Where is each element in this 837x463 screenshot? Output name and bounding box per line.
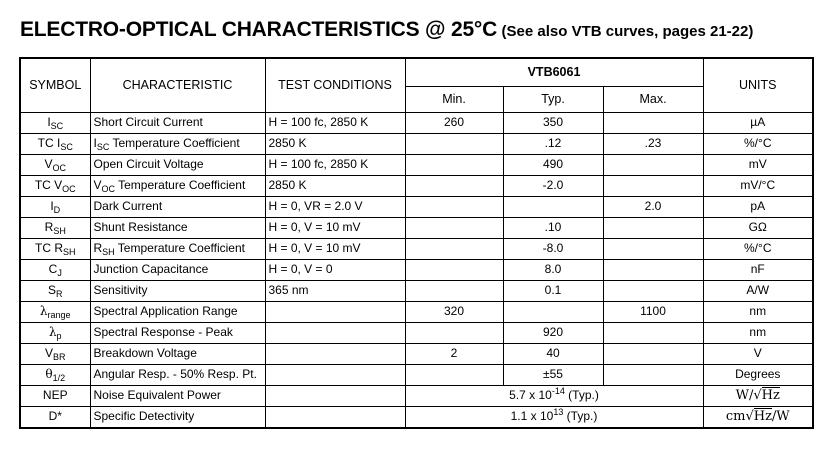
characteristic-cell <box>90 259 265 280</box>
symbol-subscript: SC <box>60 142 73 152</box>
symbol-cell <box>20 322 90 343</box>
max-cell <box>603 364 703 385</box>
max-cell: 1100 <box>603 301 703 322</box>
characteristic-cell <box>90 154 265 175</box>
condition-cell <box>265 364 405 385</box>
spec-table <box>19 57 814 429</box>
min-cell <box>405 217 503 238</box>
symbol-letter: C <box>48 262 58 276</box>
header-symbol: SYMBOL <box>20 58 90 112</box>
characteristic-text: Short Circuit Current <box>93 115 203 129</box>
header-typ: Typ. <box>503 86 603 112</box>
max-cell <box>603 259 703 280</box>
characteristic-cell <box>90 133 265 154</box>
characteristic-cell <box>90 175 265 196</box>
characteristic-cell <box>90 280 265 301</box>
symbol-subscript: OC <box>62 184 76 194</box>
max-cell <box>603 238 703 259</box>
min-cell <box>405 175 503 196</box>
symbol-cell <box>20 301 90 322</box>
unit-cell: Degrees <box>703 364 813 385</box>
symbol-letter: R <box>54 241 63 255</box>
symbol-letter: λ <box>39 304 48 318</box>
header-test-conditions: TEST CONDITIONS <box>265 58 405 112</box>
dstar-note: (Typ.) <box>563 409 598 423</box>
title-sub: (See also VTB curves, pages 21-22) <box>501 23 754 40</box>
characteristic-subscript: SC <box>96 142 110 152</box>
condition-cell <box>265 301 405 322</box>
typ-cell: 490 <box>503 154 603 175</box>
condition-cell: 2850 K <box>265 133 405 154</box>
table-row <box>20 259 813 280</box>
condition-cell <box>265 343 405 364</box>
condition-cell: H = 100 fc, 2850 K <box>265 112 405 133</box>
symbol-letter: S <box>47 283 56 297</box>
characteristic-cell <box>90 343 265 364</box>
characteristic-cell: Noise Equivalent Power <box>90 385 265 406</box>
dstar-exponent: 13 <box>553 407 564 417</box>
header-part: VTB6061 <box>405 58 703 86</box>
table-row <box>20 175 813 196</box>
symbol-letter: V <box>44 346 53 360</box>
symbol-letter: V <box>44 157 53 171</box>
symbol-prefix: TC <box>37 136 57 150</box>
table-row <box>20 112 813 133</box>
typ-cell <box>503 196 603 217</box>
unit-cell: mV <box>703 154 813 175</box>
page-title <box>20 18 753 42</box>
symbol-subscript: SH <box>63 247 76 257</box>
characteristic-text: Open Circuit Voltage <box>93 157 204 171</box>
symbol-cell <box>20 238 90 259</box>
symbol-letter: θ <box>45 367 53 381</box>
typ-cell: 350 <box>503 112 603 133</box>
unit-cell: A/W <box>703 280 813 301</box>
characteristic-text: I <box>93 136 97 150</box>
unit-cell: %/°C <box>703 238 813 259</box>
symbol-letter: λ <box>48 325 57 339</box>
typ-cell: 0.1 <box>503 280 603 301</box>
table-row <box>20 280 813 301</box>
condition-cell: H = 0, VR = 2.0 V <box>265 196 405 217</box>
unit-cell: nm <box>703 301 813 322</box>
dstar-unit-suffix: /W <box>771 409 790 424</box>
header-max: Max. <box>603 86 703 112</box>
sqrt-icon: √ <box>745 409 754 424</box>
symbol-subscript: J <box>57 268 62 278</box>
symbol-cell <box>20 133 90 154</box>
table-row <box>20 196 813 217</box>
symbol-subscript: SH <box>53 226 66 236</box>
typ-cell: -8.0 <box>503 238 603 259</box>
table-row <box>20 238 813 259</box>
max-cell <box>603 154 703 175</box>
min-cell: 260 <box>405 112 503 133</box>
characteristic-text: Angular Resp. - 50% Resp. Pt. <box>93 367 257 381</box>
characteristic-text: Shunt Resistance <box>93 220 188 234</box>
symbol-letter: I <box>50 199 54 213</box>
table-row <box>20 217 813 238</box>
header-min: Min. <box>405 86 503 112</box>
unit-cell: pA <box>703 196 813 217</box>
symbol-letter: I <box>47 115 51 129</box>
unit-cell <box>703 385 813 406</box>
typ-cell: .10 <box>503 217 603 238</box>
characteristic-cell <box>90 112 265 133</box>
max-cell: .23 <box>603 133 703 154</box>
min-cell <box>405 364 503 385</box>
table-row <box>20 154 813 175</box>
condition-cell: 2850 K <box>265 175 405 196</box>
header-units: UNITS <box>703 58 813 112</box>
min-cell <box>405 133 503 154</box>
typ-cell: 8.0 <box>503 259 603 280</box>
table-row-dstar <box>20 406 813 428</box>
characteristic-cell: Specific Detectivity <box>90 406 265 428</box>
value-cell <box>405 406 703 428</box>
table-row <box>20 364 813 385</box>
typ-cell: 40 <box>503 343 603 364</box>
symbol-cell: D* <box>20 406 90 428</box>
symbol-subscript: BR <box>53 352 66 362</box>
unit-cell: %/°C <box>703 133 813 154</box>
symbol-subscript: D <box>53 205 61 215</box>
characteristic-suffix: Temperature Coefficient <box>114 241 245 255</box>
symbol-subscript: R <box>56 289 63 299</box>
min-cell: 320 <box>405 301 503 322</box>
min-cell <box>405 154 503 175</box>
characteristic-suffix: Temperature Coefficient <box>115 178 246 192</box>
characteristic-text: Spectral Application Range <box>93 304 238 318</box>
table-row <box>20 343 813 364</box>
characteristic-text: Spectral Response - Peak <box>93 325 233 339</box>
table-row-nep <box>20 385 813 406</box>
nep-unit: W/ <box>735 388 754 403</box>
characteristic-cell <box>90 217 265 238</box>
max-cell: 2.0 <box>603 196 703 217</box>
unit-cell: mV/°C <box>703 175 813 196</box>
symbol-cell <box>20 175 90 196</box>
typ-cell: 920 <box>503 322 603 343</box>
condition-cell <box>265 406 405 428</box>
min-cell <box>405 238 503 259</box>
symbol-letter: I <box>56 136 61 150</box>
max-cell <box>603 112 703 133</box>
characteristic-cell <box>90 322 265 343</box>
characteristic-subscript: SH <box>102 247 115 257</box>
characteristic-suffix: Temperature Coefficient <box>109 136 240 150</box>
symbol-cell <box>20 112 90 133</box>
typ-cell: .12 <box>503 133 603 154</box>
dstar-unit: cm <box>725 409 746 424</box>
max-cell <box>603 217 703 238</box>
unit-cell: V <box>703 343 813 364</box>
characteristic-text: V <box>93 178 102 192</box>
symbol-prefix: TC <box>34 241 55 255</box>
symbol-subscript: p <box>56 331 62 341</box>
symbol-subscript: SC <box>50 121 64 131</box>
condition-cell: H = 0, V = 0 <box>265 259 405 280</box>
typ-cell <box>503 301 603 322</box>
characteristic-text: Sensitivity <box>93 283 148 297</box>
unit-cell: GΩ <box>703 217 813 238</box>
symbol-subscript: range <box>47 310 71 320</box>
table-row <box>20 322 813 343</box>
condition-cell <box>265 322 405 343</box>
symbol-prefix: TC <box>34 178 55 192</box>
symbol-cell <box>20 196 90 217</box>
symbol-subscript: 1/2 <box>52 373 66 383</box>
symbol-cell: NEP <box>20 385 90 406</box>
max-cell <box>603 343 703 364</box>
table-row <box>20 133 813 154</box>
characteristic-text: Breakdown Voltage <box>93 346 197 360</box>
symbol-cell <box>20 343 90 364</box>
symbol-cell <box>20 364 90 385</box>
nep-unit-radicand: Hz <box>761 388 780 403</box>
unit-cell: nF <box>703 259 813 280</box>
nep-note: (Typ.) <box>564 388 599 402</box>
unit-cell <box>703 406 813 428</box>
max-cell <box>603 175 703 196</box>
characteristic-cell <box>90 196 265 217</box>
symbol-subscript: OC <box>52 163 66 173</box>
nep-exponent: -14 <box>551 386 565 396</box>
title-main: ELECTRO-OPTICAL CHARACTERISTICS @ 25°C <box>20 18 498 41</box>
characteristic-text: Junction Capacitance <box>93 262 209 276</box>
max-cell <box>603 322 703 343</box>
nep-value: 5.7 x 10 <box>509 388 552 402</box>
unit-cell: µA <box>703 112 813 133</box>
min-cell <box>405 259 503 280</box>
characteristic-cell <box>90 364 265 385</box>
condition-cell: 365 nm <box>265 280 405 301</box>
header-characteristic: CHARACTERISTIC <box>90 58 265 112</box>
characteristic-cell <box>90 238 265 259</box>
symbol-cell <box>20 280 90 301</box>
condition-cell: H = 0, V = 10 mV <box>265 238 405 259</box>
symbol-letter: R <box>44 220 54 234</box>
symbol-letter: V <box>54 178 63 192</box>
typ-cell: ±55 <box>503 364 603 385</box>
min-cell <box>405 322 503 343</box>
min-cell <box>405 196 503 217</box>
dstar-unit-radicand: Hz <box>753 409 772 424</box>
characteristic-cell <box>90 301 265 322</box>
unit-cell: nm <box>703 322 813 343</box>
sqrt-icon: √ <box>753 388 762 403</box>
condition-cell: H = 100 fc, 2850 K <box>265 154 405 175</box>
dstar-value: 1.1 x 10 <box>510 409 554 423</box>
symbol-cell <box>20 154 90 175</box>
max-cell <box>603 280 703 301</box>
table-row <box>20 301 813 322</box>
characteristic-text: R <box>93 241 103 255</box>
characteristic-subscript: OC <box>101 184 116 194</box>
typ-cell: -2.0 <box>503 175 603 196</box>
min-cell: 2 <box>405 343 503 364</box>
condition-cell: H = 0, V = 10 mV <box>265 217 405 238</box>
characteristic-text: Dark Current <box>93 199 163 213</box>
min-cell <box>405 280 503 301</box>
condition-cell <box>265 385 405 406</box>
symbol-cell <box>20 259 90 280</box>
symbol-cell <box>20 217 90 238</box>
value-cell <box>405 385 703 406</box>
